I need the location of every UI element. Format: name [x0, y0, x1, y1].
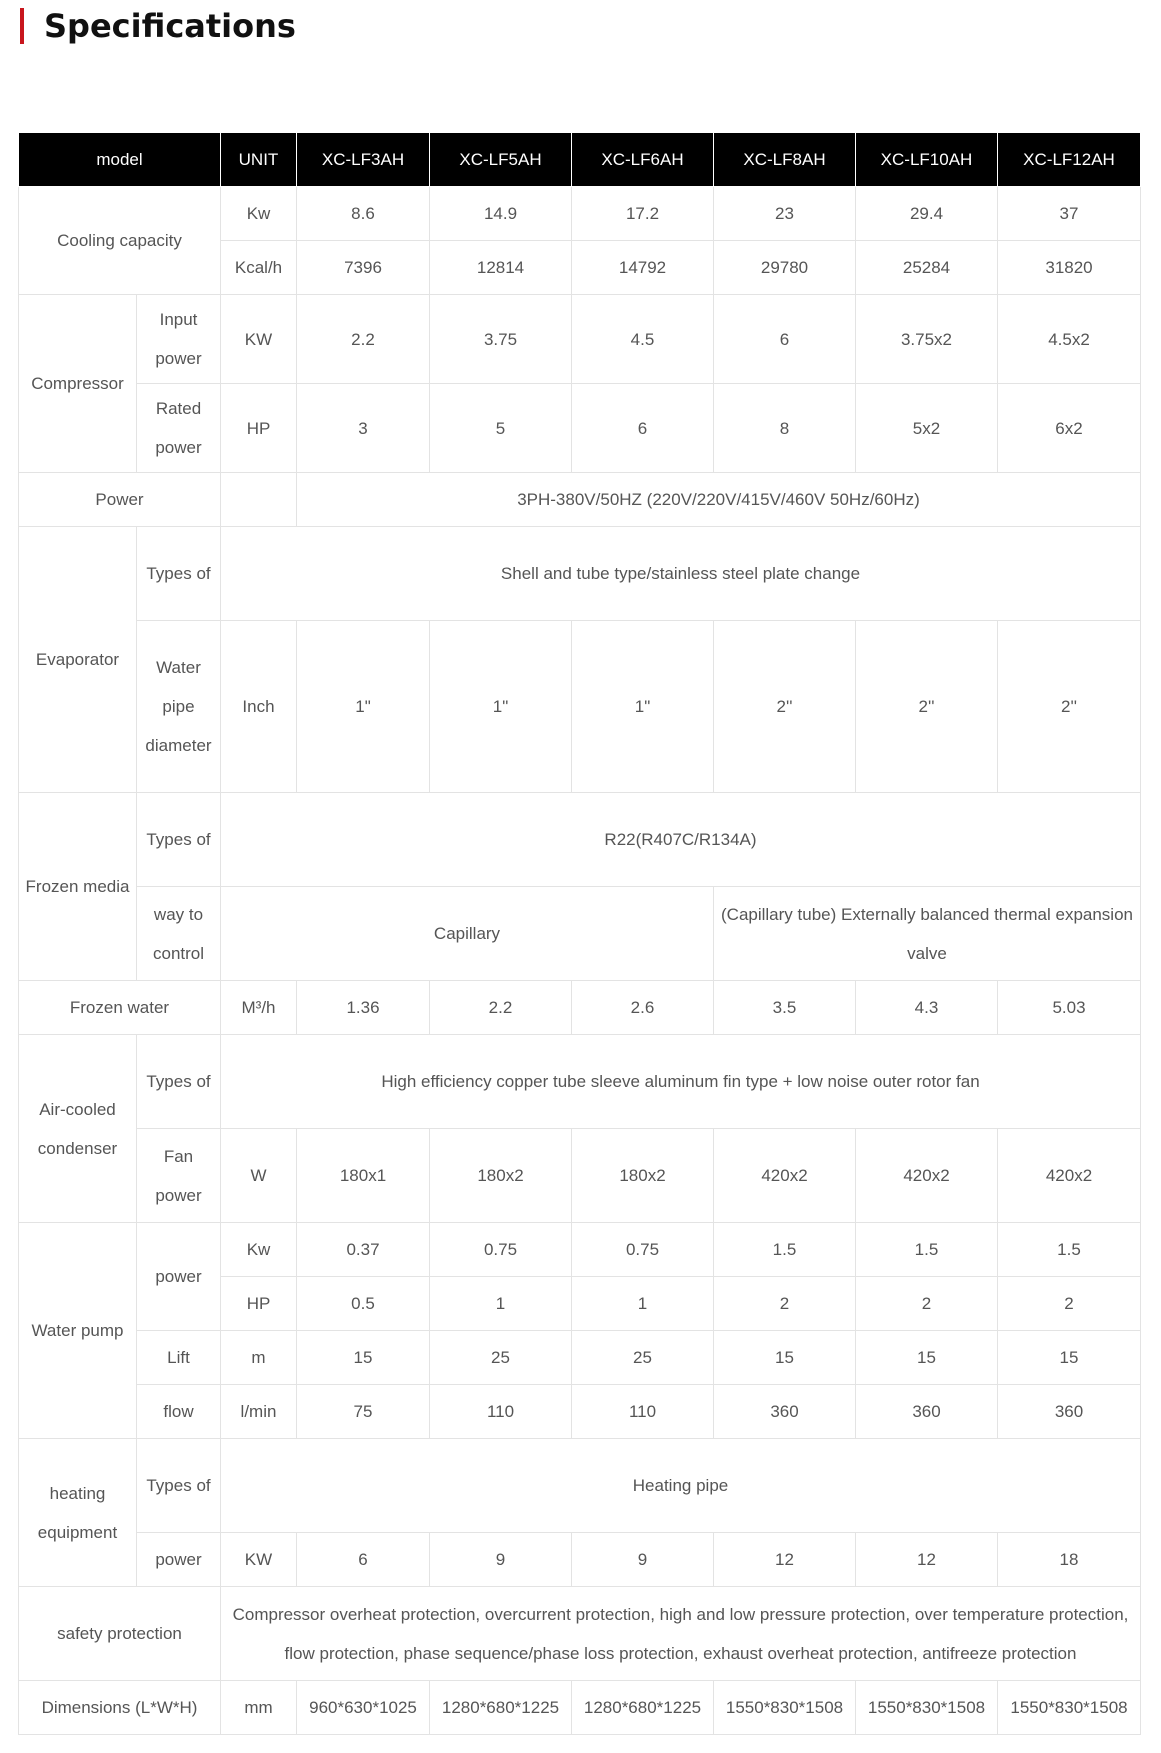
value-cell: 15: [856, 1331, 998, 1385]
value-cell: 0.37: [297, 1223, 430, 1277]
unit-cell: HP: [221, 1277, 297, 1331]
value-cell: 37: [998, 187, 1141, 241]
value-cell: 8.6: [297, 187, 430, 241]
section-heading: [20, 6, 296, 46]
merged-value-cell: 3PH-380V/50HZ (220V/220V/415V/460V 50Hz/60Hz): [297, 473, 1141, 527]
header-model: model: [19, 133, 221, 187]
sub-label: power: [137, 1223, 221, 1331]
table-row: [19, 1223, 1141, 1277]
specifications-table: [18, 132, 1141, 1735]
unit-cell: mm: [221, 1681, 297, 1735]
value-cell: 4.5: [572, 295, 714, 384]
table-row: [19, 187, 1141, 241]
value-cell: 31820: [998, 241, 1141, 295]
value-cell: 420x2: [714, 1129, 856, 1223]
value-cell: 6: [297, 1533, 430, 1587]
row-label: Compressor: [19, 295, 137, 473]
row-label: safety protection: [19, 1587, 221, 1681]
unit-cell: HP: [221, 384, 297, 473]
value-cell: 0.75: [430, 1223, 572, 1277]
value-cell: 15: [297, 1331, 430, 1385]
merged-value-cell: High efficiency copper tube sleeve aluminum fin type + low noise outer rotor fan: [221, 1035, 1141, 1129]
header-model-name: XC-LF8AH: [714, 133, 856, 187]
value-cell: 5.03: [998, 981, 1141, 1035]
value-cell: 960*630*1025: [297, 1681, 430, 1735]
unit-cell: m: [221, 1331, 297, 1385]
merged-value-cell: Shell and tube type/stainless steel plate change: [221, 527, 1141, 621]
sub-label: Lift: [137, 1331, 221, 1385]
value-cell: 1: [572, 1277, 714, 1331]
sub-label: way to control: [137, 887, 221, 981]
value-cell: 0.5: [297, 1277, 430, 1331]
table-row: [19, 384, 1141, 473]
value-cell: 1550*830*1508: [998, 1681, 1141, 1735]
value-cell: 8: [714, 384, 856, 473]
value-cell: 360: [714, 1385, 856, 1439]
value-cell: 6: [572, 384, 714, 473]
sub-label: Types of: [137, 1439, 221, 1533]
value-cell: 1.5: [856, 1223, 998, 1277]
value-cell: 2: [856, 1277, 998, 1331]
table-row: [19, 1385, 1141, 1439]
value-cell: 1280*680*1225: [430, 1681, 572, 1735]
value-cell: 1": [572, 621, 714, 793]
value-cell: 29.4: [856, 187, 998, 241]
row-label: Cooling capacity: [19, 187, 221, 295]
value-cell: 9: [430, 1533, 572, 1587]
value-cell: 25: [430, 1331, 572, 1385]
value-cell: 15: [998, 1331, 1141, 1385]
unit-cell: KW: [221, 295, 297, 384]
table-row: [19, 1035, 1141, 1129]
value-cell: 420x2: [856, 1129, 998, 1223]
value-cell: 3.75x2: [856, 295, 998, 384]
header-unit: UNIT: [221, 133, 297, 187]
row-label: Frozen media: [19, 793, 137, 981]
value-cell: 12814: [430, 241, 572, 295]
merged-value-cell: R22(R407C/R134A): [221, 793, 1141, 887]
value-cell: 18: [998, 1533, 1141, 1587]
value-cell: 2'': [998, 621, 1141, 793]
value-cell: 0.75: [572, 1223, 714, 1277]
value-cell: 360: [998, 1385, 1141, 1439]
unit-cell: l/min: [221, 1385, 297, 1439]
value-cell: 3: [297, 384, 430, 473]
value-cell: 4.3: [856, 981, 998, 1035]
value-cell: 360: [856, 1385, 998, 1439]
table-row: [19, 887, 1141, 981]
value-cell: 1550*830*1508: [714, 1681, 856, 1735]
value-cell: 25: [572, 1331, 714, 1385]
value-cell: 17.2: [572, 187, 714, 241]
value-cell: 12: [714, 1533, 856, 1587]
header-model-name: XC-LF12AH: [998, 133, 1141, 187]
value-cell: 15: [714, 1331, 856, 1385]
value-cell: 2: [714, 1277, 856, 1331]
unit-cell: Inch: [221, 621, 297, 793]
value-cell: 2.2: [297, 295, 430, 384]
table-row: [19, 1587, 1141, 1681]
row-label: heating equipment: [19, 1439, 137, 1587]
unit-cell: M³/h: [221, 981, 297, 1035]
value-cell: 7396: [297, 241, 430, 295]
merged-value-cell: Heating pipe: [221, 1439, 1141, 1533]
value-cell: 6: [714, 295, 856, 384]
table-row: [19, 473, 1141, 527]
value-cell: 110: [572, 1385, 714, 1439]
value-cell: 2: [998, 1277, 1141, 1331]
sub-label: Water pipe diameter: [137, 621, 221, 793]
unit-cell: Kw: [221, 1223, 297, 1277]
value-cell: 25284: [856, 241, 998, 295]
value-cell: 3.5: [714, 981, 856, 1035]
row-label: Evaporator: [19, 527, 137, 793]
value-cell: 180x1: [297, 1129, 430, 1223]
value-cell: 6x2: [998, 384, 1141, 473]
table-row: [19, 793, 1141, 887]
value-cell: 180x2: [430, 1129, 572, 1223]
row-label: Frozen water: [19, 981, 221, 1035]
sub-label: Types of: [137, 1035, 221, 1129]
table-row: [19, 621, 1141, 793]
value-cell: 2'': [856, 621, 998, 793]
unit-cell: Kw: [221, 187, 297, 241]
value-cell: 1": [430, 621, 572, 793]
value-cell: 1": [297, 621, 430, 793]
value-cell: 9: [572, 1533, 714, 1587]
value-cell: 14792: [572, 241, 714, 295]
table-row: [19, 1439, 1141, 1533]
table-row: [19, 1129, 1141, 1223]
value-cell: 14.9: [430, 187, 572, 241]
value-cell: 1280*680*1225: [572, 1681, 714, 1735]
value-cell: 5: [430, 384, 572, 473]
table-header-row: [19, 133, 1141, 187]
row-label: Power: [19, 473, 221, 527]
value-cell: 1.5: [714, 1223, 856, 1277]
sub-label: Types of: [137, 793, 221, 887]
sub-label: Types of: [137, 527, 221, 621]
table-row: [19, 1533, 1141, 1587]
value-cell: 2.6: [572, 981, 714, 1035]
value-cell: 12: [856, 1533, 998, 1587]
merged-value-cell: Compressor overheat protection, overcurrent protection, high and low pressure protection, over temperature protection, flow protection, phase sequence/phase loss protection, exhaust overheat protection, antifreeze protection: [221, 1587, 1141, 1681]
value-cell: 1550*830*1508: [856, 1681, 998, 1735]
value-cell: 75: [297, 1385, 430, 1439]
value-cell: 180x2: [572, 1129, 714, 1223]
row-label: Air-cooled condenser: [19, 1035, 137, 1223]
value-cell: 5x2: [856, 384, 998, 473]
header-model-name: XC-LF5AH: [430, 133, 572, 187]
sub-label: power: [137, 1533, 221, 1587]
merged-value-cell: Capillary: [221, 887, 714, 981]
sub-label: Fan power: [137, 1129, 221, 1223]
table-row: [19, 1681, 1141, 1735]
merged-value-cell: (Capillary tube) Externally balanced thermal expansion valve: [714, 887, 1141, 981]
sub-label: flow: [137, 1385, 221, 1439]
header-model-name: XC-LF6AH: [572, 133, 714, 187]
unit-cell: Kcal/h: [221, 241, 297, 295]
value-cell: 2.2: [430, 981, 572, 1035]
sub-label: Input power: [137, 295, 221, 384]
header-model-name: XC-LF10AH: [856, 133, 998, 187]
value-cell: 1: [430, 1277, 572, 1331]
value-cell: 2'': [714, 621, 856, 793]
unit-cell: [221, 473, 297, 527]
table-row: [19, 295, 1141, 384]
unit-cell: W: [221, 1129, 297, 1223]
table-row: [19, 981, 1141, 1035]
value-cell: 1.36: [297, 981, 430, 1035]
heading-accent-bar: [20, 8, 24, 44]
table-row: [19, 1331, 1141, 1385]
value-cell: 420x2: [998, 1129, 1141, 1223]
value-cell: 3.75: [430, 295, 572, 384]
sub-label: Rated power: [137, 384, 221, 473]
row-label: Dimensions (L*W*H): [19, 1681, 221, 1735]
unit-cell: KW: [221, 1533, 297, 1587]
value-cell: 23: [714, 187, 856, 241]
value-cell: 4.5x2: [998, 295, 1141, 384]
table-row: [19, 527, 1141, 621]
header-model-name: XC-LF3AH: [297, 133, 430, 187]
page-title: Specifications: [44, 7, 296, 45]
row-label: Water pump: [19, 1223, 137, 1439]
value-cell: 1.5: [998, 1223, 1141, 1277]
value-cell: 29780: [714, 241, 856, 295]
value-cell: 110: [430, 1385, 572, 1439]
